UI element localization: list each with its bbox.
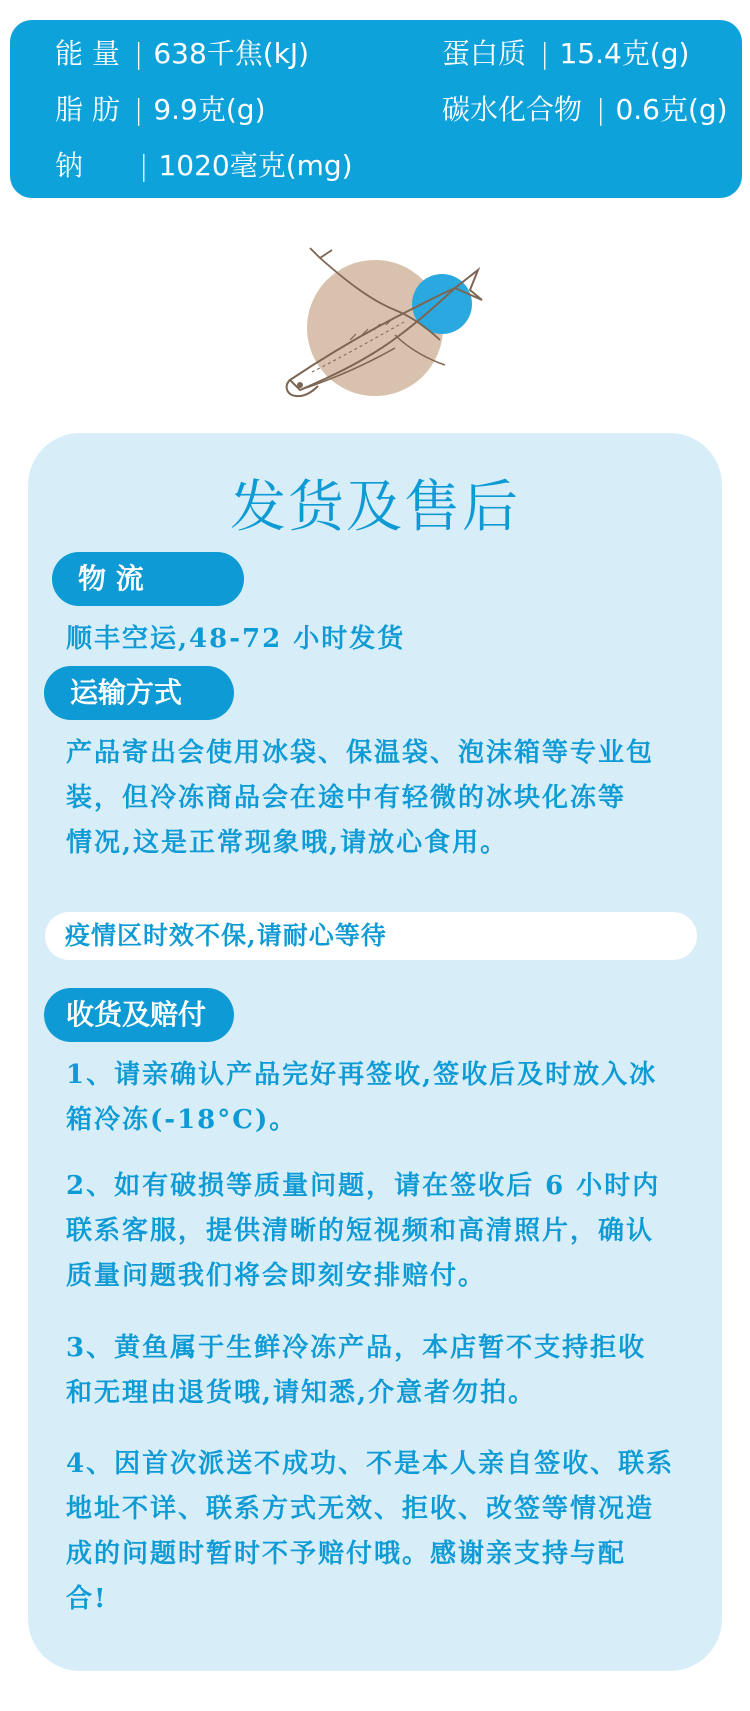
nutrition-value: 15.4克(g) xyxy=(559,37,690,70)
receipt-badge: 收货及赔付 xyxy=(44,988,234,1042)
nutrition-row-energy xyxy=(55,36,309,72)
logistics-badge: 物 流 xyxy=(52,552,244,606)
shipping-panel xyxy=(28,433,722,1671)
text-line: 地址不详、联系方式无效、拒收、改签等情况造 xyxy=(66,1494,655,1524)
nutrition-separator: | xyxy=(596,93,606,126)
text-line: 质量问题我们将会即刻安排赔付。 xyxy=(66,1261,487,1291)
nutrition-row-carbs xyxy=(442,92,728,128)
text-line: 装，但冷冻商品会在途中有轻微的冰块化冻等 xyxy=(66,783,627,813)
nutrition-value: 9.9克(g) xyxy=(153,93,266,126)
transport-text xyxy=(66,731,654,866)
fish-icon xyxy=(0,240,750,410)
text-line: 2、如有破损等质量问题，请在签收后 6 小时内 xyxy=(66,1171,661,1201)
fish-illustration xyxy=(0,240,750,410)
text-line: 1、请亲确认产品完好再签收,签收后及时放入冰 xyxy=(66,1060,658,1090)
receipt-item-1 xyxy=(66,1053,657,1143)
nutrition-label: 碳水化合物 xyxy=(442,93,583,126)
nutrition-label: 钠 xyxy=(55,149,84,182)
receipt-item-3 xyxy=(66,1326,646,1416)
nutrition-row-sodium xyxy=(55,148,353,184)
text-line: 合! xyxy=(66,1584,108,1614)
nutrition-separator: | xyxy=(139,149,149,182)
nutrition-panel xyxy=(10,20,742,198)
nutrition-value: 0.6克(g) xyxy=(615,93,728,126)
transport-badge: 运输方式 xyxy=(44,666,234,720)
nutrition-separator: | xyxy=(540,37,550,70)
nutrition-label: 能 量 xyxy=(55,37,120,70)
notice-text: 疫情区时效不保,请耐心等待 xyxy=(65,921,387,950)
text-line: 箱冷冻(-18°C)。 xyxy=(66,1105,298,1135)
text-line: 4、因首次派送不成功、不是本人亲自签收、联系 xyxy=(66,1449,675,1479)
text-line: 和无理由退货哦,请知悉,介意者勿拍。 xyxy=(66,1378,537,1408)
nutrition-label: 脂 肪 xyxy=(55,93,120,126)
logistics-text: 顺丰空运,48-72 小时发货 xyxy=(66,624,406,654)
text-line: 3、黄鱼属于生鲜冷冻产品，本店暂不支持拒收 xyxy=(66,1333,647,1363)
nutrition-row-protein xyxy=(442,36,689,72)
epidemic-notice xyxy=(45,912,697,960)
panel-title: 发货及售后 xyxy=(230,475,520,538)
nutrition-value: 1020毫克(mg) xyxy=(158,149,353,182)
text-line: 联系客服，提供清晰的短视频和高清照片，确认 xyxy=(66,1216,655,1246)
nutrition-value: 638千焦(kJ) xyxy=(153,37,310,70)
text-line: 产品寄出会使用冰袋、保温袋、泡沫箱等专业包 xyxy=(66,738,655,768)
nutrition-row-fat xyxy=(55,92,266,128)
text-line: 成的问题时暂时不予赔付哦。感谢亲支持与配 xyxy=(66,1539,627,1569)
receipt-item-2 xyxy=(66,1164,660,1299)
nutrition-separator: | xyxy=(133,93,144,126)
text-line: 情况,这是正常现象哦,请放心食用。 xyxy=(66,828,509,858)
nutrition-separator: | xyxy=(133,37,144,70)
receipt-item-4 xyxy=(66,1442,674,1622)
nutrition-label: 蛋白质 xyxy=(442,37,527,70)
